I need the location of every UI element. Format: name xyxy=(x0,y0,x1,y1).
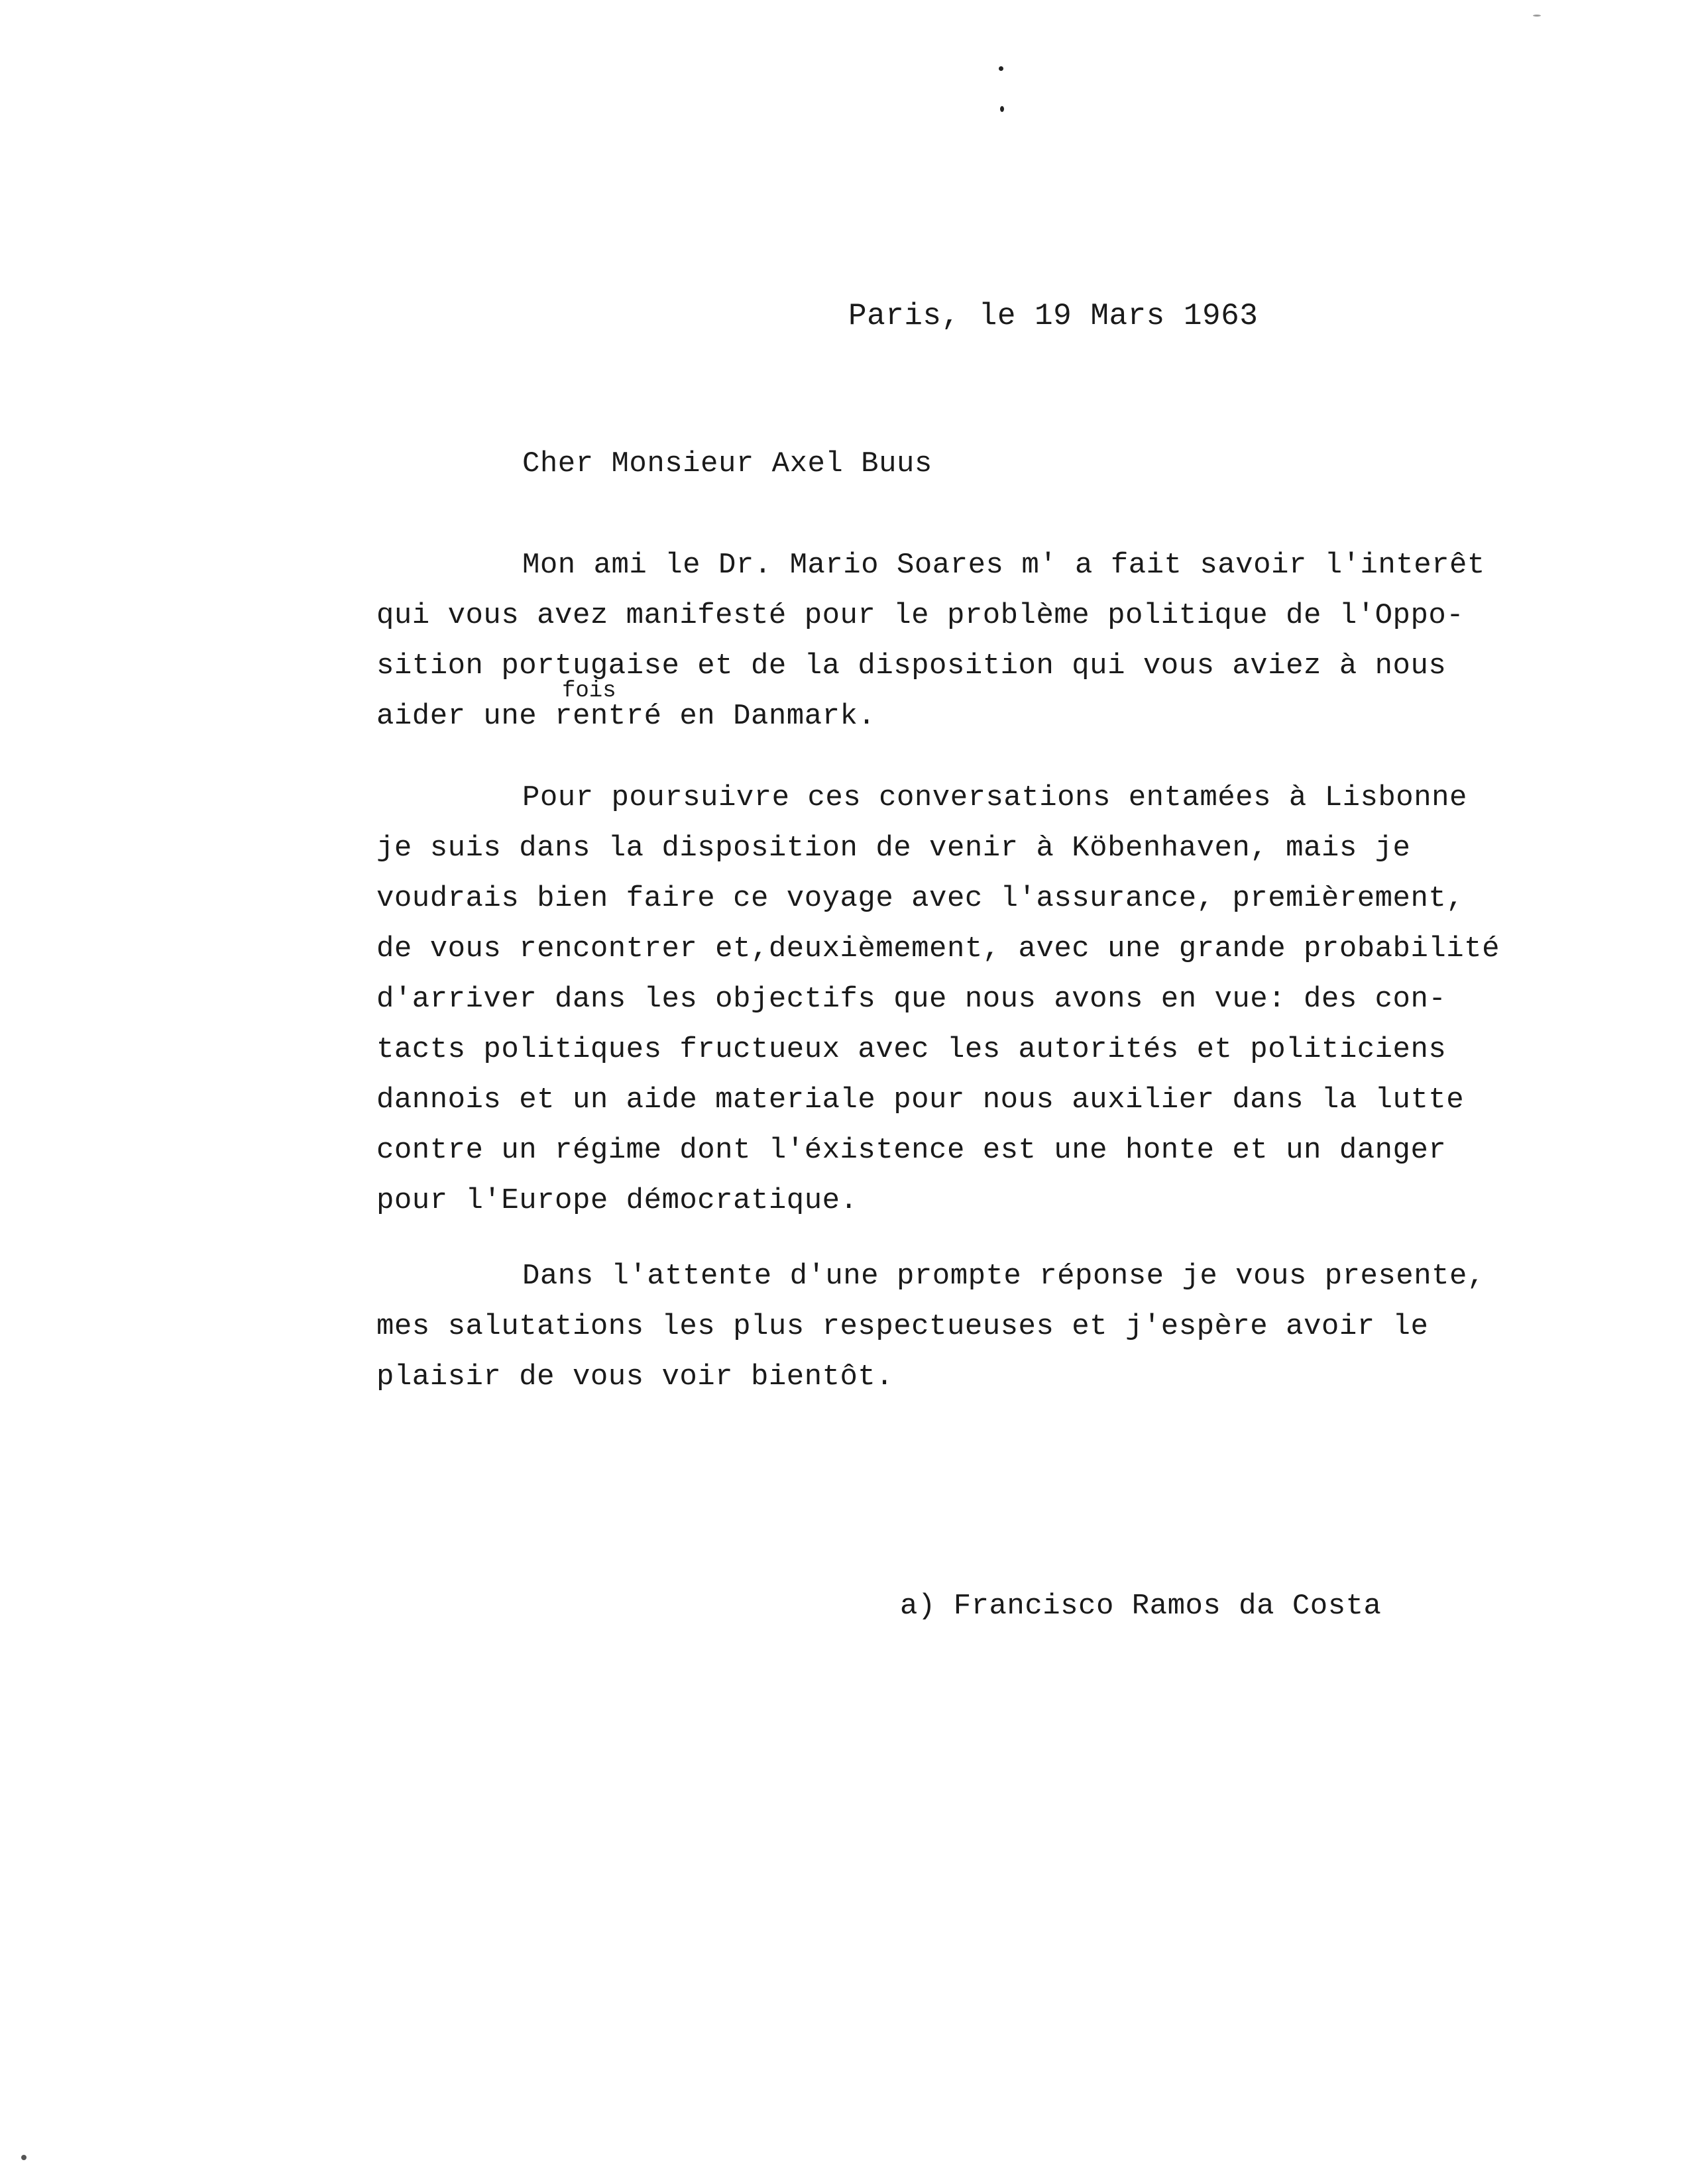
paragraph-line: aider une rentré en Danmark. xyxy=(376,700,876,733)
paragraph-1 xyxy=(376,540,1636,741)
paragraph-line: contre un régime dont l'éxistence est une honte et un danger xyxy=(376,1134,1447,1167)
scan-speck xyxy=(1533,15,1541,17)
paragraph-line: tacts politiques fructueux avec les autorités et politiciens xyxy=(376,1033,1447,1066)
paragraph-line: qui vous avez manifesté pour le problème politique de l'Oppo- xyxy=(376,599,1465,632)
paragraph-line: d'arriver dans les objectifs que nous avons en vue: des con- xyxy=(376,983,1447,1016)
paragraph-2 xyxy=(376,773,1636,1226)
paragraph-line: dannois et un aide materiale pour nous auxilier dans la lutte xyxy=(376,1083,1465,1117)
interlinear-correction: fois xyxy=(562,679,616,704)
paragraph-line: Dans l'attente d'une prompte réponse je vous presente, xyxy=(522,1260,1485,1293)
letter-signature: a) Francisco Ramos da Costa xyxy=(900,1590,1382,1623)
paragraph-line: pour l'Europe démocratique. xyxy=(376,1184,858,1217)
paragraph-3 xyxy=(376,1251,1636,1402)
paragraph-line: plaisir de vous voir bientôt. xyxy=(376,1360,894,1393)
paragraph-line: sition portugaise et de la disposition qui vous aviez à nous xyxy=(376,649,1447,682)
paragraph-line: de vous rencontrer et,deuxièmement, avec une grande probabilité xyxy=(376,932,1500,965)
letter-salutation: Cher Monsieur Axel Buus xyxy=(522,447,932,480)
paragraph-line: Mon ami le Dr. Mario Soares m' a fait savoir l'interêt xyxy=(522,549,1485,582)
scan-speck xyxy=(999,66,1003,71)
paragraph-line: voudrais bien faire ce voyage avec l'assurance, premièrement, xyxy=(376,882,1465,915)
paragraph-line: Pour poursuivre ces conversations entamées à Lisbonne xyxy=(522,781,1467,814)
scan-speck xyxy=(1000,106,1004,112)
paragraph-line: je suis dans la disposition de venir à Köbenhaven, mais je xyxy=(376,832,1411,865)
paragraph-line: mes salutations les plus respectueuses et j'espère avoir le xyxy=(376,1310,1429,1343)
scan-speck xyxy=(21,2155,27,2160)
letter-date: Paris, le 19 Mars 1963 xyxy=(848,299,1259,333)
